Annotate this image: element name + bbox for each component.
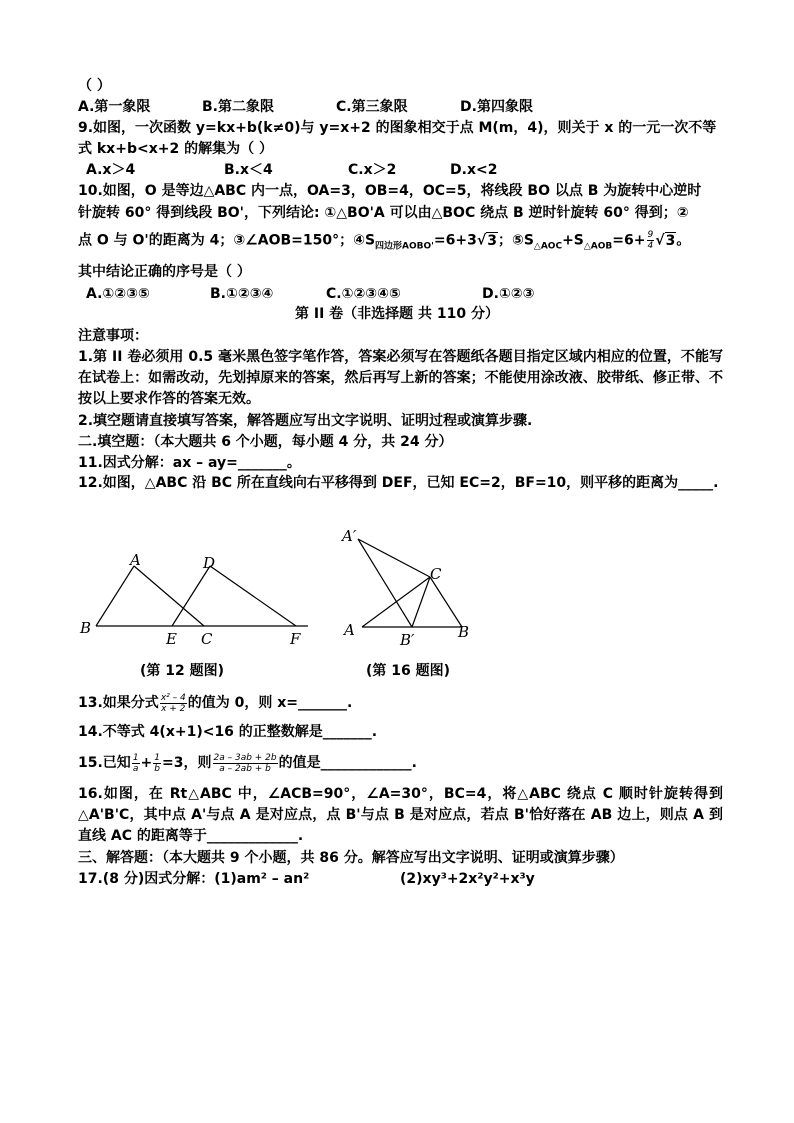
q11: 11.因式分解：ax – ay=_______。: [78, 455, 301, 471]
section2-title: 第 II 卷（非选择题 共 110 分）: [294, 306, 499, 322]
q10-line4: 其中结论正确的序号是（ ）: [78, 264, 251, 280]
q15-text-a: 15.已知: [78, 755, 131, 771]
q17: [78, 869, 723, 889]
figure-16: [338, 523, 478, 649]
fig12-label-f: F: [290, 630, 301, 648]
fig12-label-a: A: [130, 551, 141, 569]
fig16-label-b-prime: B′: [400, 631, 415, 649]
q10-sub-aob: △AOB: [583, 241, 613, 252]
fig12-line-ed: [172, 566, 210, 626]
q10-sub-aoc: △AOC: [533, 241, 563, 252]
q10-text-f: 。: [676, 232, 691, 249]
part3-heading: 三、解答题：（本大题共 9 个小题，共 86 分。解答应写出文字说明、证明或演算步骤）: [78, 850, 624, 866]
fig16-line-cb: [430, 577, 462, 627]
q10-sqrt-1: 3: [487, 232, 497, 249]
note-2: 2.填空题请直接填写答案，解答题应写出文字说明、证明过程或演算步骤.: [78, 413, 533, 429]
fig12-line-ba: [96, 566, 134, 626]
note-1: 1.第 II 卷必须用 0.5 毫米黑色签字笔作答，答案必须写在答题纸各题目指定区域内相应的位置，不能写在试卷上：如需改动，先划掉原来的答案，然后再写上新的答案；不能使用涂改液、胶带纸、修正带、不按以上要求作答的答案无效。: [78, 349, 723, 407]
q14: 14.不等式 4(x+1)<16 的正整数解是_______.: [78, 724, 378, 740]
q10-fraction: $\frac{9}{4}$: [647, 230, 654, 251]
fig16-line-a1b1: [358, 539, 412, 627]
q9-option-c: C.x＞2: [348, 162, 397, 178]
part2-heading: 二.填空题：（本大题共 6 个小题，每小题 4 分，共 24 分）: [78, 434, 453, 450]
q16: 16.如图，在 Rt△ABC 中，∠ACB=90°，∠A=30°，BC=4，将△ABC 绕点 C 顺时针旋转得到△A'B'C，其中点 A'与点 A 是对应点，点 B'与点 B 是对应点，若点 B'恰好落在 AB 边上，则点 A 到直线 AC 的距离等于_____________.: [78, 786, 723, 844]
q9-line1: 9.如图，一次函数 y=kx+b(k≠0)与 y=x+2 的图象相交于点 M(m，4)，则关于 x 的一元一次不等: [78, 120, 717, 136]
fig12-line-df: [210, 566, 296, 626]
q15-fraction-1: $\frac{1}{a}$: [132, 752, 139, 774]
fig16-line-a1c: [358, 539, 430, 577]
q10-text-d: +S: [562, 232, 584, 249]
q8-option-b: B.第二象限: [202, 99, 274, 115]
figure-12: [76, 548, 316, 650]
q10-text-a: 点 O 与 O'的距离为 4；③∠AOB=150°；④S: [78, 232, 376, 249]
q10-option-b: B.①②③④: [210, 286, 274, 302]
fig12-label-d: D: [203, 554, 216, 572]
q8-option-c: C.第三象限: [336, 99, 408, 115]
q15-text-c: 的值是_____________.: [278, 755, 417, 771]
fig12-line-ac: [134, 566, 204, 626]
q9-option-a: A.x＞4: [86, 162, 136, 178]
fig16-label-c: C: [430, 565, 442, 583]
q10-text-b: =6+3: [433, 232, 477, 249]
fig12-label-c: C: [201, 630, 213, 648]
q10-sub-quad: 四边形AOBO': [375, 241, 434, 252]
fig16-line-b1c: [412, 577, 430, 627]
fig16-label-a-prime: A′: [342, 527, 357, 545]
q8-bracket: （ ）: [78, 78, 111, 94]
notes-title: 注意事项：: [78, 328, 148, 344]
q9-option-d: D.x<2: [450, 162, 498, 178]
q13-text-a: 13.如果分式: [78, 695, 159, 711]
q10-text-e: =6+: [612, 232, 646, 249]
q15-plus: +: [140, 755, 153, 771]
fig16-label-a: A: [344, 621, 355, 639]
q13-text-b: 的值为 0，则 x=_______.: [187, 695, 353, 711]
fig12-label-b: B: [80, 619, 92, 637]
fig12-caption: (第 12 题图): [140, 663, 225, 679]
q17-part-1: 17.(8 分)因式分解：(1)am² – an²: [78, 871, 310, 887]
fig12-label-e: E: [166, 630, 177, 648]
q10-line1: 10.如图，O 是等边△ABC 内一点，OA=3，OB=4，OC=5，将线段 BO 以点 B 为旋转中心逆时: [78, 183, 702, 199]
q10-line3: 点 O 与 O'的距离为 4；③∠AOB=150°；$④S_{四边形AOBO'}=6+3√3$；$⑤S_{\triangle AOC}+S_{\triangle AOB}=6+$ $\frac{9}{4}$ √3。: [78, 230, 691, 252]
q10-text-c: ；⑤S: [497, 232, 534, 249]
q10-sqrt-2: 3: [665, 232, 676, 249]
fig16-label-b: B: [458, 623, 470, 641]
fig16-caption: (第 16 题图): [366, 663, 451, 679]
q8-option-a: A.第一象限: [78, 99, 151, 115]
q9-option-b: B.x＜4: [224, 162, 273, 178]
q15-fraction-2: $\frac{1}{b}$: [154, 752, 161, 774]
q13-fraction: $\frac{\text{x² – 4}}{x + 2}$: [160, 692, 186, 714]
q10-option-a: A.①②③⑤: [86, 286, 150, 302]
q12: 12.如图，△ABC 沿 BC 所在直线向右平移得到 DEF，已知 EC=2，BF=10，则平移的距离为_____.: [78, 475, 719, 491]
q8-option-d: D.第四象限: [460, 99, 533, 115]
q17-part-2: (2)xy³+2x²y²+x³y: [400, 871, 535, 887]
q10-option-c: C.①②③④⑤: [326, 286, 401, 302]
q10-line2: 针旋转 60° 得到线段 BO'，下列结论: ①△BO'A 可以由△BOC 绕点 B 逆时针旋转 60° 得到；②: [78, 205, 689, 221]
q10-option-d: D.①②③: [482, 286, 535, 302]
q15-text-b: =3，则: [162, 755, 212, 771]
q15: [78, 750, 723, 776]
q15-fraction-3: $\frac{2a - 3ab + 2b}{a - 2ab + b}$: [213, 752, 277, 774]
q9-line2: 式 kx+b<x+2 的解集为（ ）: [78, 141, 273, 157]
q13: [78, 690, 723, 716]
